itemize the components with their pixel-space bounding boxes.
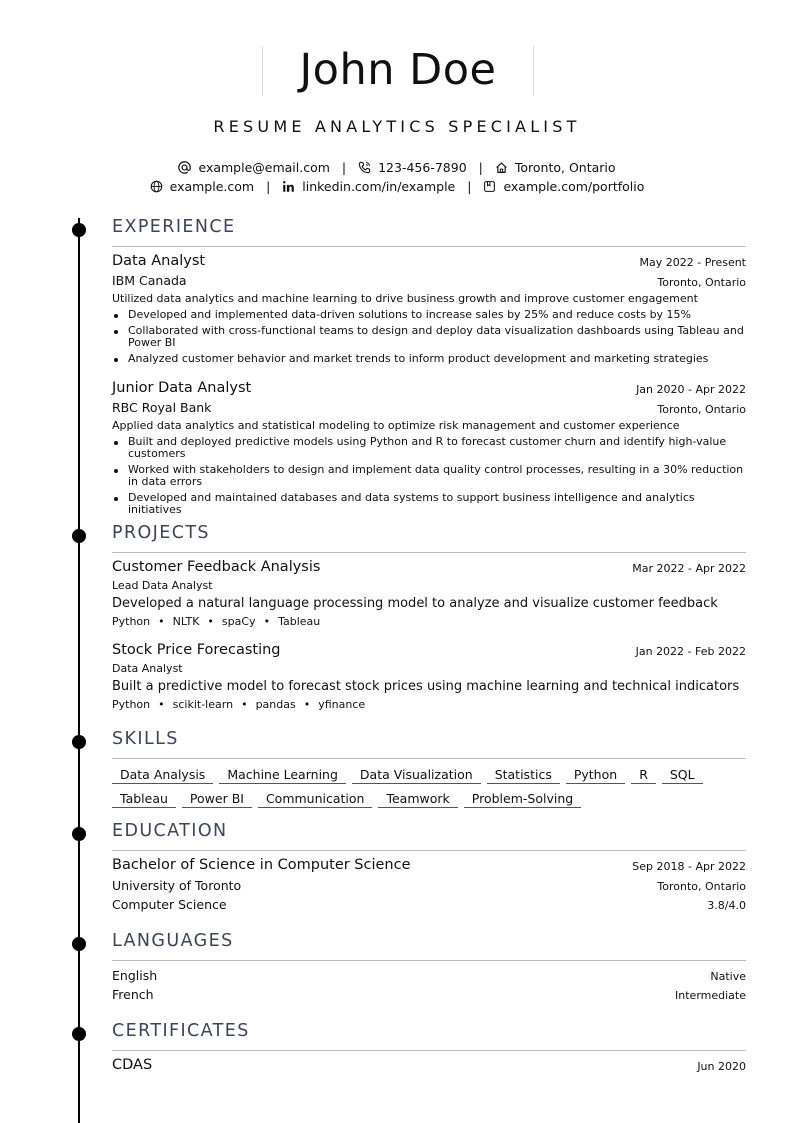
project-role: Lead Data Analyst xyxy=(112,579,213,592)
education-degree: Bachelor of Science in Computer Science xyxy=(112,857,411,873)
skill-tag: Data Analysis xyxy=(112,767,213,784)
section-title-skills: SKILLS xyxy=(112,729,179,749)
tech-tag: pandas xyxy=(255,698,296,711)
skill-tag: Tableau xyxy=(112,791,176,808)
skill-tag: Teamwork xyxy=(378,791,457,808)
location-text: Toronto, Ontario xyxy=(514,160,616,175)
tech-tag: yfinance xyxy=(318,698,366,711)
email-text: example@email.com xyxy=(198,160,330,175)
language-name: English xyxy=(112,968,158,983)
phone-icon xyxy=(358,161,371,177)
job-location: Toronto, Ontario xyxy=(657,403,746,416)
linkedin-text: linkedin.com/in/example xyxy=(302,179,456,194)
project-tech-tags xyxy=(112,615,320,628)
portfolio-text: example.com/portfolio xyxy=(503,179,645,194)
section-title-education: EDUCATION xyxy=(112,821,228,841)
language-level: Intermediate xyxy=(675,989,746,1002)
contact-email[interactable] xyxy=(178,160,333,175)
contact-phone[interactable] xyxy=(358,160,471,175)
section-title-certificates: CERTIFICATES xyxy=(112,1021,250,1041)
timeline-dot xyxy=(72,223,86,237)
job-summary: Applied data analytics and statistical modeling to optimize risk management and customer experience xyxy=(112,419,680,432)
job-company: RBC Royal Bank xyxy=(112,400,212,415)
certificate-date: Jun 2020 xyxy=(697,1060,746,1073)
tech-tag: scikit-learn xyxy=(172,698,234,711)
language-level: Native xyxy=(710,970,746,983)
skill-tag: Machine Learning xyxy=(219,767,346,784)
list-item: Developed and maintained databases and data systems to support business intelligence and analytics initiatives xyxy=(112,492,748,516)
skill-tag: Communication xyxy=(258,791,373,808)
skills-list xyxy=(112,764,752,812)
project-tech-tags xyxy=(112,698,365,711)
timeline-dot xyxy=(72,735,86,749)
section-divider xyxy=(112,960,746,961)
skill-tag: SQL xyxy=(662,767,703,784)
list-item: Collaborated with cross-functional teams to design and deploy data visualization dashboards using Tableau and Power BI xyxy=(112,325,748,349)
education-gpa: 3.8/4.0 xyxy=(707,899,746,912)
job-dates: May 2022 - Present xyxy=(639,256,746,269)
list-item: Built and deployed predictive models using Python and R to forecast customer churn and identify high-value customers xyxy=(112,436,748,460)
job-bullets xyxy=(112,309,748,369)
section-title-experience: EXPERIENCE xyxy=(112,217,236,237)
timeline-dot xyxy=(72,1027,86,1041)
skill-tag: Python xyxy=(566,767,625,784)
project-dates: Jan 2022 - Feb 2022 xyxy=(635,645,746,658)
contact-portfolio[interactable] xyxy=(483,179,644,194)
skill-tag: Problem-Solving xyxy=(464,791,581,808)
education-location: Toronto, Ontario xyxy=(657,880,746,893)
home-icon xyxy=(495,161,508,177)
portfolio-icon xyxy=(483,180,496,196)
separator: | xyxy=(341,160,347,175)
job-title: Data Analyst xyxy=(112,253,206,269)
project-description: Built a predictive model to forecast stock prices using machine learning and technical indicators xyxy=(112,679,740,694)
separator: | xyxy=(266,179,271,194)
section-divider xyxy=(112,552,746,553)
contact-location xyxy=(495,160,616,175)
project-name: Customer Feedback Analysis xyxy=(112,559,321,575)
section-title-projects: PROJECTS xyxy=(112,523,210,543)
job-dates: Jan 2020 - Apr 2022 xyxy=(636,383,746,396)
timeline-dot xyxy=(72,937,86,951)
skill-tag: Data Visualization xyxy=(352,767,481,784)
skill-tag: Power BI xyxy=(182,791,252,808)
tag-separator: • xyxy=(263,615,271,628)
job-summary: Utilized data analytics and machine learning to drive business growth and improve customer engagement xyxy=(112,292,698,305)
tech-tag: Python xyxy=(112,615,151,628)
section-title-languages: LANGUAGES xyxy=(112,931,234,951)
job-location: Toronto, Ontario xyxy=(657,276,746,289)
phone-text: 123-456-7890 xyxy=(378,160,467,175)
tag-separator: • xyxy=(241,698,248,711)
tech-tag: Tableau xyxy=(278,615,321,628)
timeline-dot xyxy=(72,827,86,841)
timeline-line xyxy=(78,218,80,1123)
section-divider xyxy=(112,850,746,851)
tag-separator: • xyxy=(158,615,165,628)
name-frame xyxy=(262,46,534,96)
linkedin-icon xyxy=(282,180,295,196)
education-dates: Sep 2018 - Apr 2022 xyxy=(632,860,746,873)
job-bullets xyxy=(112,436,748,520)
candidate-name: John Doe xyxy=(299,45,497,95)
separator: | xyxy=(478,160,483,175)
education-school: University of Toronto xyxy=(112,878,242,893)
at-icon xyxy=(178,161,191,177)
tag-separator: • xyxy=(303,698,311,711)
separator: | xyxy=(467,179,472,194)
section-divider xyxy=(112,758,746,759)
contact-website[interactable] xyxy=(150,179,258,194)
list-item: Worked with stakeholders to design and implement data quality control processes, resulting in a 30% reduction in data errors xyxy=(112,464,748,488)
contact-line-2 xyxy=(0,179,794,196)
tag-separator: • xyxy=(207,615,214,628)
project-name: Stock Price Forecasting xyxy=(112,642,281,658)
project-description: Developed a natural language processing model to analyze and visualize customer feedback xyxy=(112,596,718,611)
list-item: Developed and implemented data-driven solutions to increase sales by 25% and reduce costs by 15% xyxy=(112,309,748,321)
tag-separator: • xyxy=(158,698,165,711)
language-name: French xyxy=(112,987,154,1002)
skill-tag: Statistics xyxy=(487,767,560,784)
section-divider xyxy=(112,1050,746,1051)
globe-icon xyxy=(150,180,163,196)
job-title: Junior Data Analyst xyxy=(112,380,252,396)
list-item: Analyzed customer behavior and market trends to inform product development and marketing strategies xyxy=(112,353,748,365)
tech-tag: NLTK xyxy=(172,615,200,628)
project-role: Data Analyst xyxy=(112,662,183,675)
tech-tag: Python xyxy=(112,698,151,711)
section-divider xyxy=(112,246,746,247)
website-text: example.com xyxy=(169,179,255,194)
tech-tag: spaCy xyxy=(221,615,256,628)
contact-linkedin[interactable] xyxy=(282,179,459,194)
contact-line-1 xyxy=(0,160,794,177)
project-dates: Mar 2022 - Apr 2022 xyxy=(632,562,746,575)
timeline-dot xyxy=(72,529,86,543)
candidate-role: RESUME ANALYTICS SPECIALIST xyxy=(213,117,581,136)
skill-tag: R xyxy=(631,767,656,784)
education-field: Computer Science xyxy=(112,897,227,912)
certificate-name: CDAS xyxy=(112,1057,153,1073)
job-company: IBM Canada xyxy=(112,273,187,288)
